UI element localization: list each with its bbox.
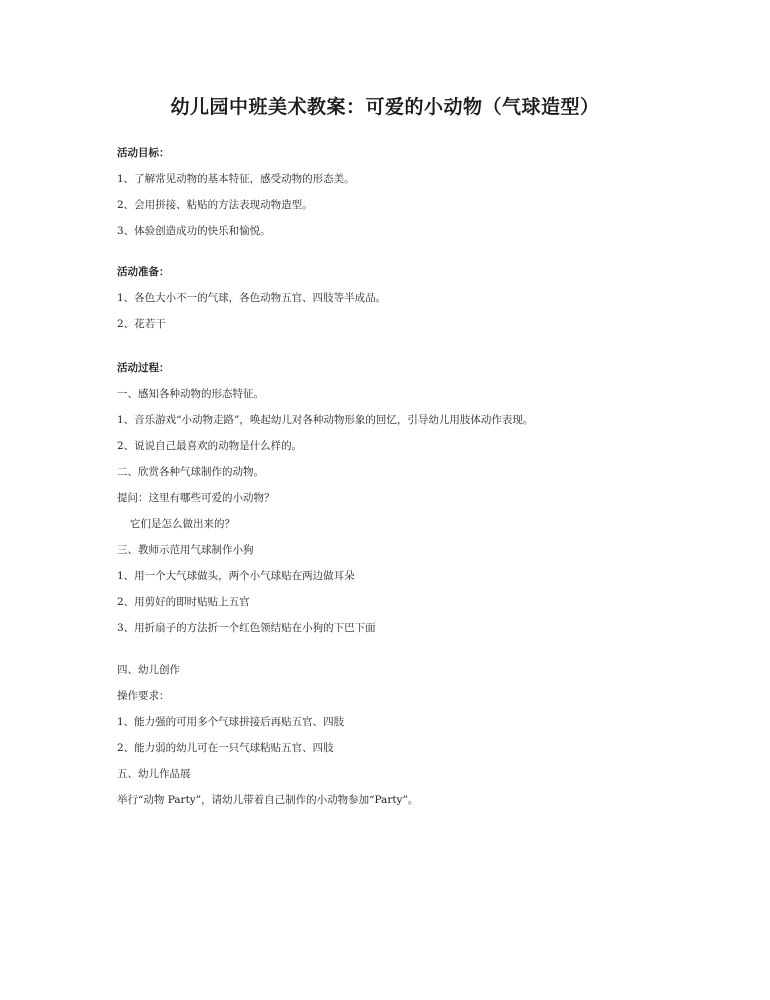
process-item: 2、能力弱的幼儿可在一只气球粘贴五官、四肢 (117, 742, 334, 754)
goal-item: 3、体验创造成功的快乐和愉悦。 (117, 225, 271, 237)
preparation-item: 2、花若干 (117, 318, 166, 330)
process-question-followup: 它们是怎么做出来的？ (130, 518, 235, 530)
section-heading-preparation: 活动准备： (117, 266, 170, 278)
preparation-item: 1、各色大小不一的气球，各色动物五官、四肢等半成品。 (117, 292, 387, 304)
goal-item: 1、了解常见动物的基本特征，感受动物的形态美。 (117, 173, 355, 185)
goal-item: 2、会用拼接、粘贴的方法表现动物造型。 (117, 199, 313, 211)
process-item: 2、说说自己最喜欢的动物是什么样的。 (117, 440, 303, 452)
process-step: 三、教师示范用气球制作小狗 (117, 544, 254, 556)
process-item: 1、用一个大气球做头，两个小气球贴在两边做耳朵 (117, 570, 355, 582)
section-heading-goals: 活动目标： (117, 147, 170, 159)
process-item: 举行“动物 Party”，请幼儿带着自己制作的小动物参加“Party”。 (117, 794, 419, 806)
process-question: 提问：这里有哪些可爱的小动物？ (117, 492, 275, 504)
process-step: 五、幼儿作品展 (117, 768, 191, 780)
process-item: 1、能力强的可用多个气球拼接后再贴五官、四肢 (117, 716, 345, 728)
process-step: 一、感知各种动物的形态特征。 (117, 388, 264, 400)
process-step: 四、幼儿创作 (117, 664, 180, 676)
document-title: 幼儿园中班美术教案：可爱的小动物（气球造型） (170, 96, 600, 118)
process-item: 3、用折扇子的方法折一个红色领结贴在小狗的下巴下面 (117, 622, 376, 634)
process-item: 1、音乐游戏“小动物走路”，唤起幼儿对各种动物形象的回忆，引导幼儿用肢体动作表现。 (117, 414, 534, 426)
process-item: 2、用剪好的即时贴贴上五官 (117, 596, 250, 608)
section-heading-process: 活动过程： (117, 362, 170, 374)
process-step: 二、欣赏各种气球制作的动物。 (117, 466, 264, 478)
operation-requirements-label: 操作要求： (117, 690, 170, 702)
